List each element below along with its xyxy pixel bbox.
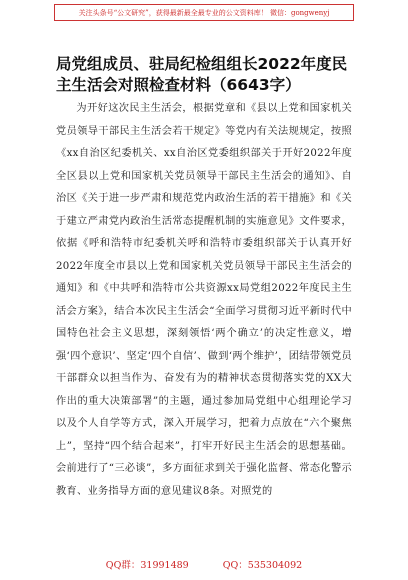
- footer-qq: QQ：535304092: [222, 560, 303, 571]
- footer-contact: [0, 557, 408, 573]
- footer-qq-group: QQ群：31991489: [105, 560, 189, 571]
- document-body: 为开好这次民主生活会，根据党章和《县以上党和国家机关党员领导干部民主生活会若干规定》等党内有关法规规定，按照《xx自治区纪委机关、xx自治区党委组织部关于开好2022年度全区县以上党和国家机关党员领导干部民主生活会的通知》、自治区《关于进一步严肃和规范党内政治生活的若干措施》和《关于建立严肃党内政治生活常态提醒机制的实施意见》文件要求，依据《呼和浩特市纪委机关呼和浩特市委组织部关于认真开好2022年度全市县以上党和国家机关党员领导干部民主生活会的通知》和《中共呼和浩特市公共资源xx局党组2022年度民主生活会方案》，结合本次民主生活会“全面学习贯彻习近平新时代中国特色社会主义思想，深刻领悟‘两个确立’的决定性意义，增强‘四个意识’、坚定‘四个自信’、做到‘两个维护’，团结带领党员干部群众以担当作为、奋发有为的精神状态贯彻落实党的XX大作出的重大决策部署”的主题，通过参加局党组中心组理论学习以及个人自学等方式，深入开展学习，把着力点放在“六个聚焦上”，坚持“四个结合起来”，打牢开好民主生活会的思想基础。会前进行了“三必谈”，多方面征求到关于强化监督、常态化警示教育、业务指导方面的意见建议8条。对照党的: [56, 103, 352, 497]
- header-banner: 关注头条号“公文研究”，获得最新最全最专业的公文资料库！ 微信：gongwenyj: [54, 4, 354, 21]
- document-title: 局党组成员、驻局纪检组组长2022年度民主生活会对照检查材料（6643字）: [56, 55, 348, 94]
